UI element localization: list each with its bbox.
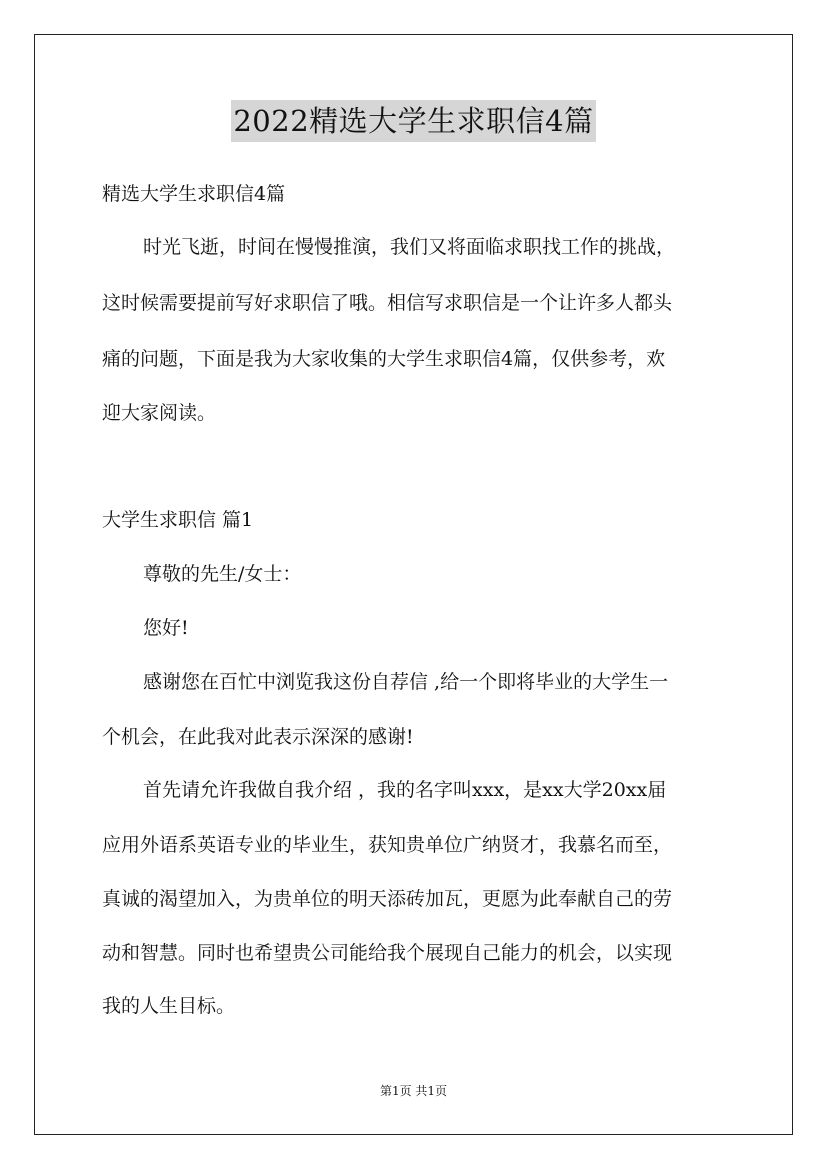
paragraph-line: 首先请允许我做自我介绍 ，我的名字叫xxx，是xx大学20xx届	[143, 779, 667, 801]
paragraph-line: 我的人生目标。	[102, 995, 236, 1017]
intro-line: 迎大家阅读。	[102, 402, 217, 424]
paragraph-line: 动和智慧。同时也希望贵公司能给我个展现自己能力的机会，以实现	[102, 942, 673, 964]
page-footer: 第1页 共1页	[379, 1084, 448, 1098]
paragraph-line: 真诚的渴望加入，为贵单位的明天添砖加瓦，更愿为此奉献自己的劳	[102, 888, 673, 910]
intro-line: 痛的问题，下面是我为大家收集的大学生求职信4篇，仅供参考，欢	[102, 348, 666, 370]
document-title: 2022精选大学生求职信4篇	[231, 100, 595, 142]
greeting: 您好!	[143, 617, 189, 639]
section-heading: 大学生求职信 篇1	[102, 509, 254, 531]
paragraph-line: 个机会，在此我对此表示深深的感谢!	[102, 726, 414, 748]
intro-line: 时光飞逝，时间在慢慢推演，我们又将面临求职找工作的挑战，	[143, 236, 676, 258]
title-container	[0, 100, 827, 142]
document-subtitle: 精选大学生求职信4篇	[102, 183, 286, 205]
intro-line: 这时候需要提前写好求职信了哦。相信写求职信是一个让许多人都头	[102, 292, 673, 314]
paragraph-line: 感谢您在百忙中浏览我这份自荐信 ,给一个即将毕业的大学生一	[143, 671, 669, 693]
salutation: 尊敬的先生/女士：	[143, 563, 302, 585]
paragraph-line: 应用外语系英语专业的毕业生，获知贵单位广纳贤才，我慕名而至，	[102, 834, 673, 856]
